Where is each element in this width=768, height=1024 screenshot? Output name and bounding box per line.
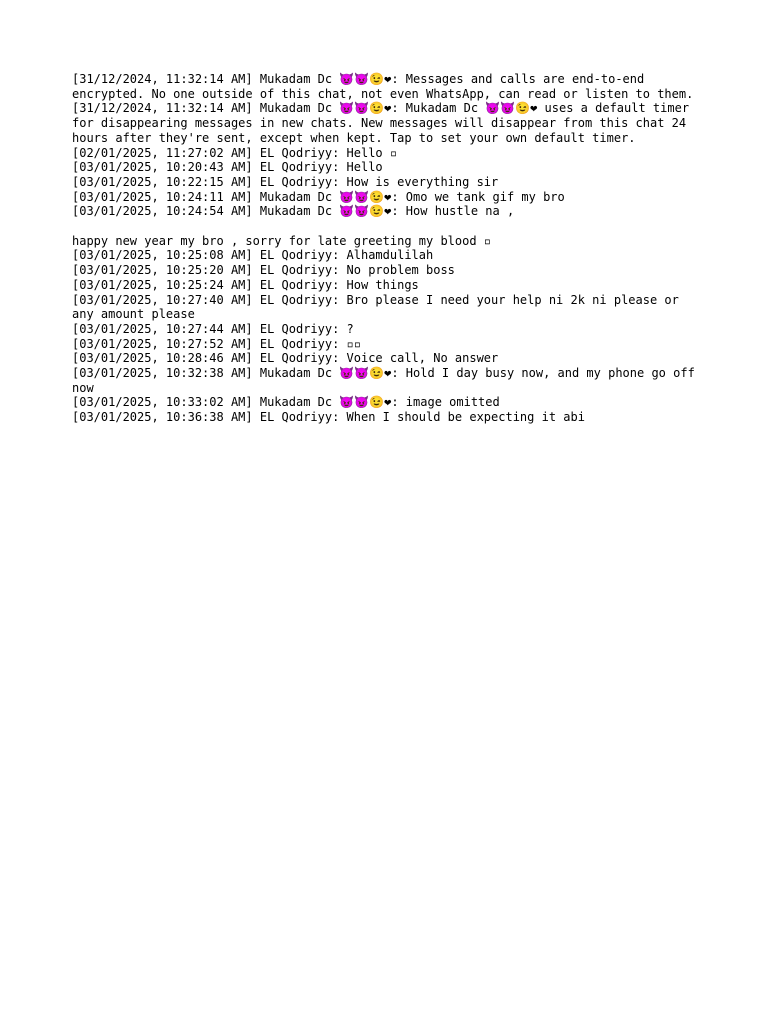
message-line: [03/01/2025, 10:27:52 AM] EL Qodriyy: ▫▫ xyxy=(72,336,361,351)
message-line: [03/01/2025, 10:33:02 AM] Mukadam Dc 😈😈😉❤: image omitted xyxy=(72,395,500,410)
message-line: [03/01/2025, 10:22:15 AM] EL Qodriyy: How is everything sir xyxy=(72,174,499,189)
chat-transcript xyxy=(72,72,703,425)
message-line: [31/12/2024, 11:32:14 AM] Mukadam Dc 😈😈😉❤: Mukadam Dc 😈😈😉❤ uses a default timer for disappearing messages in new chats. New messages will disappear from this chat 24 hours after they're sent, except when kept. Tap to set your own default timer. xyxy=(72,101,697,145)
message-line: [03/01/2025, 10:36:38 AM] EL Qodriyy: When I should be expecting it abi xyxy=(72,410,585,425)
message-line: [03/01/2025, 10:24:54 AM] Mukadam Dc 😈😈😉❤: How hustle na , xyxy=(72,204,515,219)
blank-line xyxy=(72,219,698,234)
message-line: [03/01/2025, 10:27:44 AM] EL Qodriyy: ? xyxy=(72,321,354,336)
message-line: [03/01/2025, 10:32:38 AM] Mukadam Dc 😈😈😉❤: Hold I day busy now, and my phone go off now xyxy=(72,366,703,395)
message-line: [03/01/2025, 10:25:24 AM] EL Qodriyy: How things xyxy=(72,277,419,292)
message-line: [02/01/2025, 11:27:02 AM] EL Qodriyy: Hello ▫ xyxy=(72,145,398,160)
message-line: [03/01/2025, 10:25:08 AM] EL Qodriyy: Alhamdulilah xyxy=(72,248,434,263)
message-line: happy new year my bro , sorry for late greeting my blood ▫ xyxy=(72,233,492,248)
message-line: [03/01/2025, 10:27:40 AM] EL Qodriyy: Bro please I need your help ni 2k ni please or any amount please xyxy=(72,292,687,322)
message-line: [03/01/2025, 10:24:11 AM] Mukadam Dc 😈😈😉❤: Omo we tank gif my bro xyxy=(72,189,565,204)
message-line: [31/12/2024, 11:32:14 AM] Mukadam Dc 😈😈😉❤: Messages and calls are end-to-end encrypted. No one outside of this chat, not even WhatsApp, can read or listen to them. xyxy=(72,72,694,101)
message-line: [03/01/2025, 10:25:20 AM] EL Qodriyy: No problem boss xyxy=(72,263,455,278)
message-line: [03/01/2025, 10:28:46 AM] EL Qodriyy: Voice call, No answer xyxy=(72,351,499,366)
message-line: [03/01/2025, 10:20:43 AM] EL Qodriyy: Hello xyxy=(72,160,383,175)
